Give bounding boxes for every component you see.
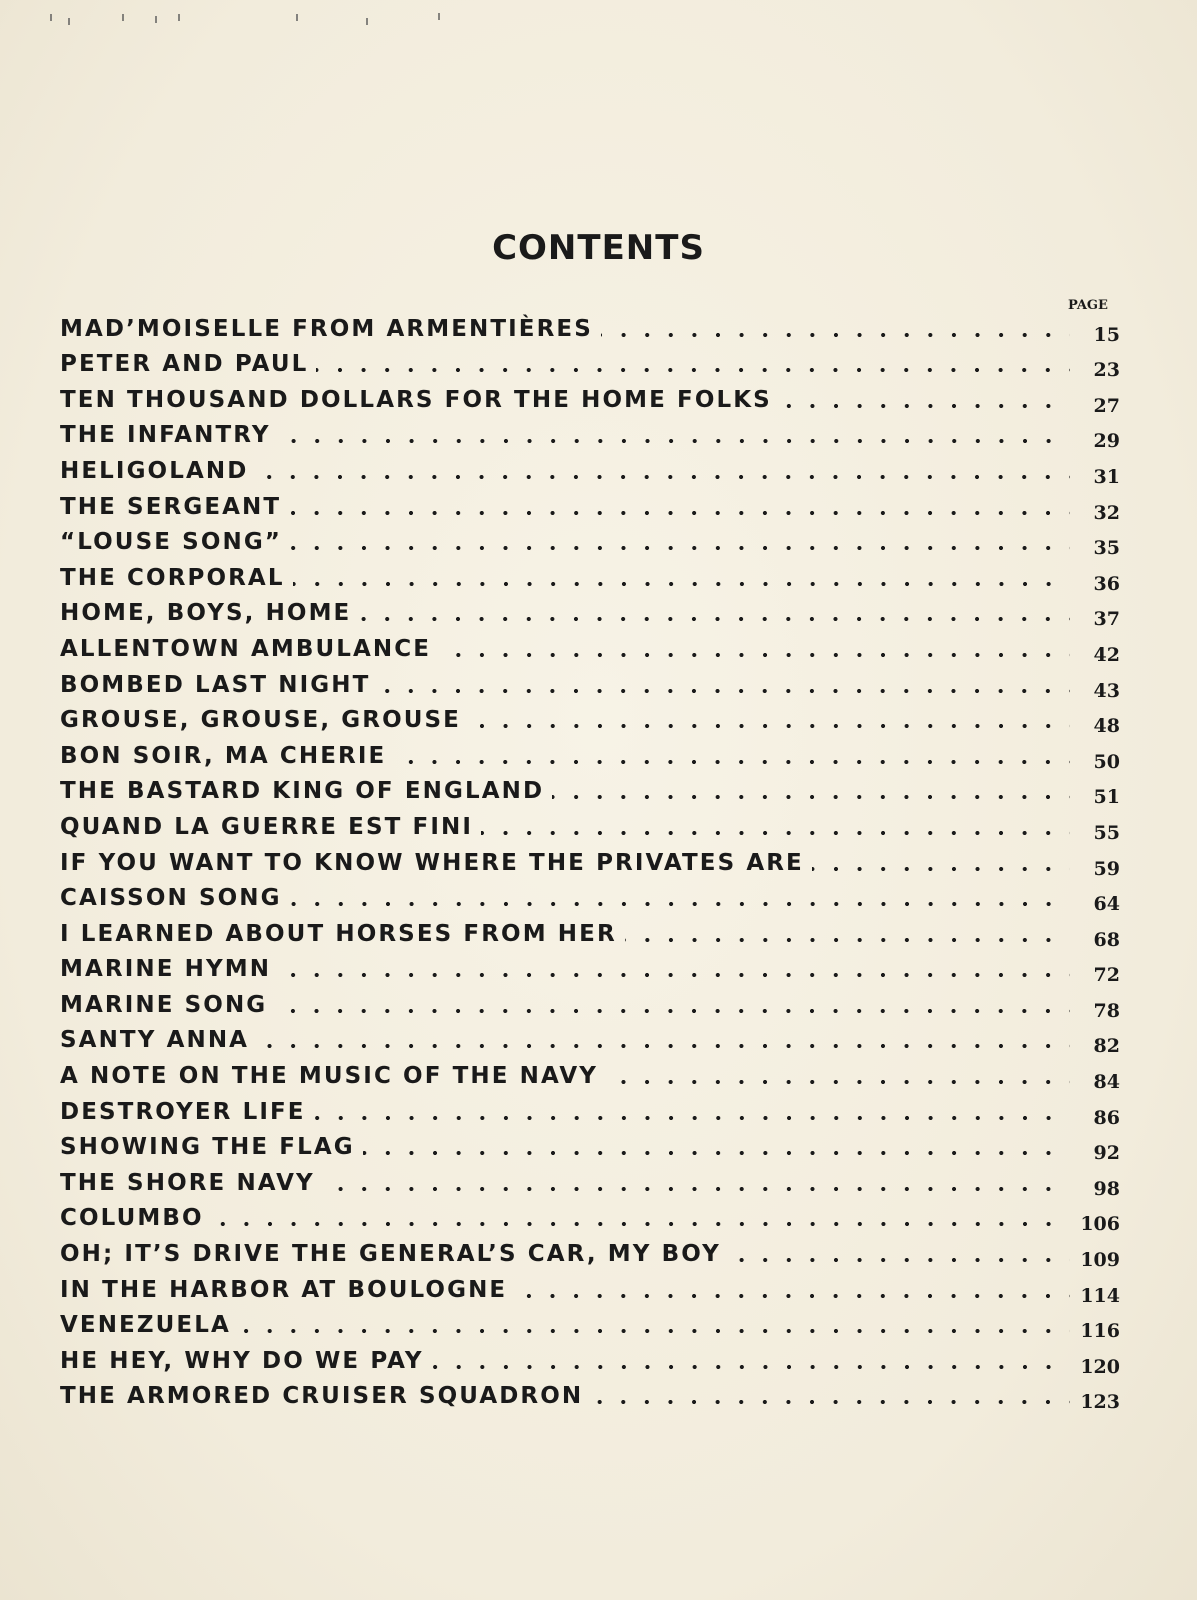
toc-entry-page: 92 bbox=[1093, 1142, 1120, 1165]
toc-entry-title: BOMBED LAST NIGHT bbox=[60, 671, 371, 698]
dot-leader bbox=[314, 1098, 1070, 1122]
toc-entry bbox=[60, 1089, 1120, 1129]
toc-entry-page: 29 bbox=[1093, 430, 1120, 453]
toc-entry bbox=[60, 876, 1120, 916]
toc-entry bbox=[60, 840, 1120, 880]
dot-leader bbox=[257, 1026, 1070, 1050]
toc-entry-page: 27 bbox=[1093, 394, 1120, 417]
toc-entry-page: 86 bbox=[1093, 1106, 1120, 1129]
dot-leader bbox=[780, 386, 1070, 410]
toc-entry-title: HE HEY, WHY DO WE PAY bbox=[60, 1347, 424, 1374]
toc-entry-title: MAD’MOISELLE FROM ARMENTIÈRES bbox=[60, 315, 593, 342]
toc-entry bbox=[60, 1196, 1120, 1236]
dot-leader bbox=[289, 493, 1070, 517]
speck-mark bbox=[366, 18, 368, 25]
dot-leader bbox=[601, 315, 1070, 339]
table-of-contents bbox=[60, 306, 1120, 1414]
toc-entry-page: 50 bbox=[1093, 750, 1120, 773]
toc-entry-page: 37 bbox=[1093, 608, 1120, 631]
speck-mark bbox=[438, 13, 440, 20]
toc-entry-title: MARINE HYMN bbox=[60, 956, 272, 983]
toc-entry-title: COLUMBO bbox=[60, 1205, 204, 1232]
toc-entry-title: PETER AND PAUL bbox=[60, 351, 309, 378]
dot-leader bbox=[279, 955, 1070, 979]
dot-leader bbox=[812, 849, 1070, 873]
toc-entry bbox=[60, 342, 1120, 382]
toc-entry bbox=[60, 1374, 1120, 1414]
toc-entry-title: ALLENTOWN AMBULANCE bbox=[60, 635, 432, 662]
toc-entry-title: THE SERGEANT bbox=[60, 493, 282, 520]
dot-leader bbox=[323, 1169, 1070, 1193]
dot-leader bbox=[432, 1347, 1070, 1371]
toc-entry-title: SHOWING THE FLAG bbox=[60, 1134, 355, 1161]
toc-entry bbox=[60, 698, 1120, 738]
dot-leader bbox=[275, 991, 1070, 1015]
speck-mark bbox=[155, 16, 157, 23]
dot-leader bbox=[469, 706, 1070, 730]
toc-entry-page: 23 bbox=[1093, 359, 1120, 382]
page-title: CONTENTS bbox=[492, 228, 705, 268]
toc-entry-page: 106 bbox=[1080, 1213, 1120, 1236]
toc-entry bbox=[60, 911, 1120, 951]
speck-mark bbox=[178, 14, 180, 21]
toc-entry-title: MARINE SONG bbox=[60, 991, 268, 1018]
dot-leader bbox=[290, 528, 1070, 552]
toc-entry-title: IF YOU WANT TO KNOW WHERE THE PRIVATES ARE bbox=[60, 849, 804, 876]
dot-leader bbox=[359, 599, 1070, 623]
toc-entry-title: QUAND LA GUERRE EST FINI bbox=[60, 813, 473, 840]
toc-entry-title: DESTROYER LIFE bbox=[60, 1098, 306, 1125]
toc-entry-title: HOME, BOYS, HOME bbox=[60, 600, 352, 627]
speck-mark bbox=[122, 14, 124, 21]
dot-leader bbox=[212, 1204, 1070, 1228]
toc-entry bbox=[60, 626, 1120, 666]
toc-entry bbox=[60, 306, 1120, 346]
toc-entry-page: 64 bbox=[1093, 893, 1120, 916]
toc-entry-page: 114 bbox=[1080, 1284, 1120, 1307]
dot-leader bbox=[439, 635, 1070, 659]
dot-leader bbox=[481, 813, 1070, 837]
toc-entry-title: TEN THOUSAND DOLLARS FOR THE HOME FOLKS bbox=[60, 386, 772, 413]
dot-leader bbox=[552, 777, 1070, 801]
toc-entry bbox=[60, 413, 1120, 453]
toc-entry-page: 31 bbox=[1093, 465, 1120, 488]
toc-entry-page: 59 bbox=[1093, 857, 1120, 880]
toc-entry bbox=[60, 448, 1120, 488]
dot-leader bbox=[293, 564, 1070, 588]
toc-entry-page: 36 bbox=[1093, 572, 1120, 595]
toc-entry bbox=[60, 769, 1120, 809]
toc-entry bbox=[60, 377, 1120, 417]
dot-leader bbox=[625, 920, 1070, 944]
toc-entry-page: 82 bbox=[1093, 1035, 1120, 1058]
toc-entry bbox=[60, 1267, 1120, 1307]
toc-entry bbox=[60, 804, 1120, 844]
dot-leader bbox=[591, 1382, 1070, 1406]
toc-entry bbox=[60, 484, 1120, 524]
toc-entry-page: 55 bbox=[1093, 821, 1120, 844]
toc-entry-title: “LOUSE SONG” bbox=[60, 529, 283, 556]
toc-entry bbox=[60, 947, 1120, 987]
toc-entry-page: 98 bbox=[1093, 1177, 1120, 1200]
toc-entry-title: THE BASTARD KING OF ENGLAND bbox=[60, 778, 545, 805]
toc-entry bbox=[60, 1018, 1120, 1058]
speck-mark bbox=[50, 14, 52, 21]
toc-entry bbox=[60, 1303, 1120, 1343]
toc-entry-title: THE SHORE NAVY bbox=[60, 1169, 315, 1196]
toc-entry-page: 72 bbox=[1093, 964, 1120, 987]
toc-entry-title: THE INFANTRY bbox=[60, 422, 271, 449]
toc-entry-page: 42 bbox=[1093, 643, 1120, 666]
toc-entry-page: 84 bbox=[1093, 1071, 1120, 1094]
toc-entry-page: 35 bbox=[1093, 537, 1120, 560]
toc-entry bbox=[60, 1125, 1120, 1165]
dot-leader bbox=[239, 1311, 1070, 1335]
toc-entry-title: VENEZUELA bbox=[60, 1312, 231, 1339]
dot-leader bbox=[729, 1240, 1070, 1264]
toc-entry-page: 43 bbox=[1093, 679, 1120, 702]
dot-leader bbox=[256, 457, 1070, 481]
toc-entry-page: 78 bbox=[1093, 999, 1120, 1022]
toc-entry bbox=[60, 662, 1120, 702]
toc-entry-page: 109 bbox=[1080, 1249, 1120, 1272]
toc-entry-title: OH; IT’S DRIVE THE GENERAL’S CAR, MY BOY bbox=[60, 1241, 721, 1268]
toc-entry-title: GROUSE, GROUSE, GROUSE bbox=[60, 707, 461, 734]
toc-entry bbox=[60, 591, 1120, 631]
toc-entry bbox=[60, 520, 1120, 560]
dot-leader bbox=[394, 742, 1070, 766]
toc-entry-page: 120 bbox=[1080, 1355, 1120, 1378]
toc-entry bbox=[60, 1231, 1120, 1272]
toc-entry-title: BON SOIR, MA CHERIE bbox=[60, 742, 387, 769]
toc-entry-title: THE ARMORED CRUISER SQUADRON bbox=[60, 1383, 584, 1410]
toc-entry bbox=[60, 1160, 1120, 1200]
dot-leader bbox=[290, 884, 1070, 908]
dot-leader bbox=[606, 1062, 1070, 1086]
toc-entry bbox=[60, 982, 1120, 1022]
toc-entry bbox=[60, 1338, 1120, 1378]
toc-entry-title: I LEARNED ABOUT HORSES FROM HER bbox=[60, 920, 617, 947]
toc-entry-page: 48 bbox=[1093, 715, 1120, 738]
page-column-label: PAGE bbox=[1068, 298, 1108, 313]
toc-entry bbox=[60, 733, 1120, 773]
toc-entry-page: 68 bbox=[1093, 928, 1120, 951]
toc-entry-page: 116 bbox=[1080, 1320, 1120, 1343]
toc-entry-page: 123 bbox=[1080, 1391, 1120, 1414]
dot-leader bbox=[378, 671, 1070, 695]
toc-entry-title: IN THE HARBOR AT BOULOGNE bbox=[60, 1276, 508, 1303]
toc-entry-title: THE CORPORAL bbox=[60, 564, 285, 591]
toc-entry-title: SANTY ANNA bbox=[60, 1027, 250, 1054]
dot-leader bbox=[279, 421, 1070, 445]
speck-mark bbox=[296, 14, 298, 21]
dot-leader bbox=[363, 1133, 1070, 1157]
toc-entry-page: 51 bbox=[1093, 786, 1120, 809]
dot-leader bbox=[515, 1276, 1070, 1300]
toc-entry bbox=[60, 1053, 1120, 1094]
toc-entry-title: CAISSON SONG bbox=[60, 885, 282, 912]
toc-entry-page: 15 bbox=[1093, 323, 1120, 346]
toc-entry-title: HELIGOLAND bbox=[60, 457, 249, 484]
toc-entry-page: 32 bbox=[1093, 501, 1120, 524]
toc-entry bbox=[60, 555, 1120, 595]
toc-entry-title: A NOTE ON THE MUSIC OF THE NAVY bbox=[60, 1063, 599, 1090]
dot-leader bbox=[316, 350, 1070, 374]
speck-mark bbox=[68, 18, 70, 25]
